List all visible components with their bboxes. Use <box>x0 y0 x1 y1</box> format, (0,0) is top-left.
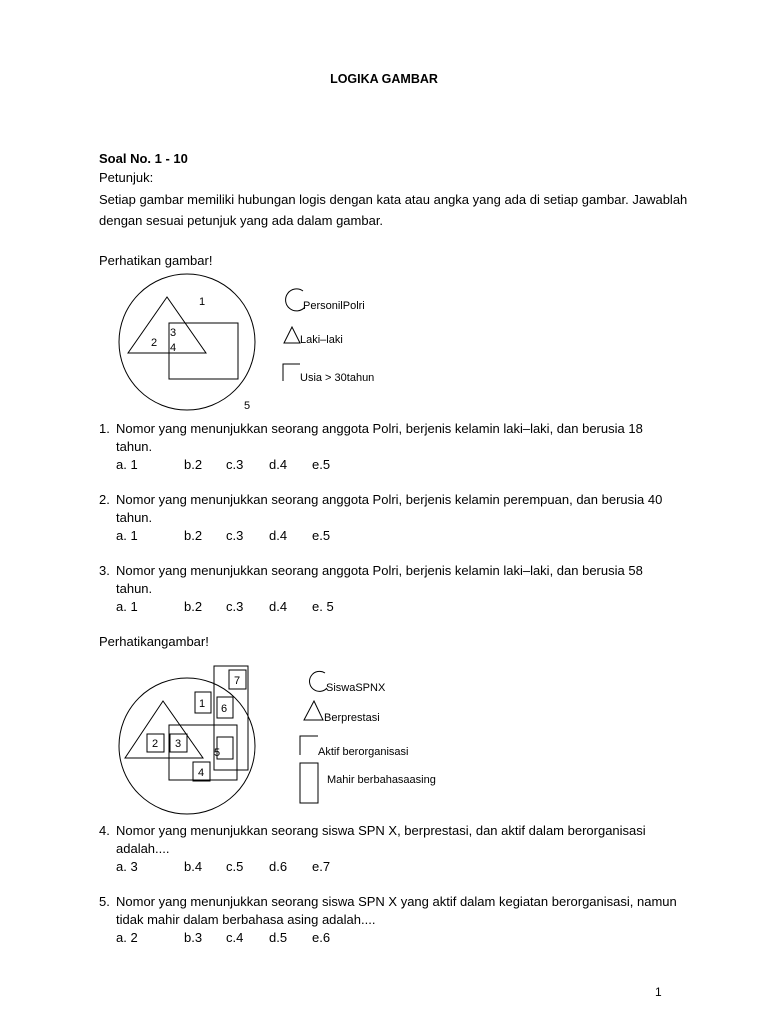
legend2-circle-label: SiswaSPNX <box>326 682 386 694</box>
option-c[interactable]: c.4 <box>226 930 244 945</box>
question-line2: adalah.... <box>116 841 170 856</box>
option-b[interactable]: b.2 <box>184 528 203 543</box>
question-line1: Nomor yang menunjukkan seorang siswa SPN X, berprestasi, dan aktif dalam berorganisasi <box>116 823 646 838</box>
legend1-circle-label: PersonilPolri <box>303 300 365 312</box>
section-heading: Soal No. 1 - 10 <box>99 151 188 166</box>
instruction-line-1: Setiap gambar memiliki hubungan logis dengan kata atau angka yang ada di setiap gambar. Jawablah <box>99 192 688 207</box>
legend2-square-label: Aktif berorganisasi <box>318 746 409 758</box>
option-e[interactable]: e.7 <box>312 859 331 874</box>
instruction-label: Petunjuk: <box>99 170 154 185</box>
legend2-triangle-icon <box>304 701 323 720</box>
fig1-label-4: 4 <box>170 342 177 354</box>
question-number: 1. <box>99 421 110 436</box>
option-a[interactable]: a. 1 <box>116 457 138 472</box>
option-b[interactable]: b.3 <box>184 930 203 945</box>
instruction-line-2: dengan sesuai petunjuk yang ada dalam gambar. <box>99 213 384 228</box>
option-a[interactable]: a. 1 <box>116 599 138 614</box>
legend2-square-icon <box>300 736 318 755</box>
fig2-label-6: 6 <box>221 703 228 715</box>
option-d[interactable]: d.6 <box>269 859 288 874</box>
question-line2: tahun. <box>116 510 153 525</box>
question-line1: Nomor yang menunjukkan seorang siswa SPN X yang aktif dalam kegiatan berorganisasi, namun <box>116 894 677 909</box>
fig2-label-5: 5 <box>214 747 221 759</box>
question-number: 4. <box>99 823 110 838</box>
legend2-rect-label: Mahir berbahasaasing <box>327 774 436 786</box>
question-line1: Nomor yang menunjukkan seorang anggota Polri, berjenis kelamin laki–laki, dan berusia 58 <box>116 563 643 578</box>
question-number: 3. <box>99 563 110 578</box>
question-line1: Nomor yang menunjukkan seorang anggota Polri, berjenis kelamin laki–laki, dan berusia 18 <box>116 421 643 436</box>
option-c[interactable]: c.5 <box>226 859 244 874</box>
option-a[interactable]: a. 2 <box>116 930 138 945</box>
fig2-label-4: 4 <box>198 767 205 779</box>
option-a[interactable]: a. 3 <box>116 859 138 874</box>
page-title: LOGIKA GAMBAR <box>330 72 438 86</box>
fig2-label-2: 2 <box>152 738 159 750</box>
option-b[interactable]: b.2 <box>184 599 203 614</box>
option-c[interactable]: c.3 <box>226 528 244 543</box>
option-d[interactable]: d.4 <box>269 457 288 472</box>
option-c[interactable]: c.3 <box>226 599 244 614</box>
option-a[interactable]: a. 1 <box>116 528 138 543</box>
legend-square-icon <box>283 364 300 381</box>
page-number: 1 <box>655 985 662 999</box>
legend2-triangle-label: Berprestasi <box>324 712 380 724</box>
option-d[interactable]: d.4 <box>269 599 288 614</box>
fig2-label-3: 3 <box>175 738 182 750</box>
legend1-triangle-label: Laki–laki <box>300 334 343 346</box>
question-line2: tahun. <box>116 439 153 454</box>
fig1-label-5: 5 <box>244 400 251 412</box>
venn-square-usia <box>169 323 238 379</box>
option-e[interactable]: e.6 <box>312 930 331 945</box>
option-e[interactable]: e.5 <box>312 457 331 472</box>
venn-triangle-laki <box>128 297 206 353</box>
fig1-label-3: 3 <box>170 327 177 339</box>
fig1-label-1: 1 <box>199 296 206 308</box>
option-e[interactable]: e.5 <box>312 528 331 543</box>
legend1-square-label: Usia > 30tahun <box>300 372 375 384</box>
option-b[interactable]: b.4 <box>184 859 203 874</box>
question-number: 5. <box>99 894 110 909</box>
question-line1: Nomor yang menunjukkan seorang anggota Polri, berjenis kelamin perempuan, dan berusia 40 <box>116 492 663 507</box>
option-c[interactable]: c.3 <box>226 457 244 472</box>
question-line2: tidak mahir dalam berbahasa asing adalah.... <box>116 912 376 927</box>
question-number: 2. <box>99 492 110 507</box>
legend2-rect-icon <box>300 763 318 803</box>
question-line2: tahun. <box>116 581 153 596</box>
fig1-label-2: 2 <box>151 337 158 349</box>
option-e[interactable]: e. 5 <box>312 599 334 614</box>
fig2-label-7: 7 <box>234 675 241 687</box>
legend2-circle-icon <box>310 671 327 691</box>
figure1-prompt: Perhatikan gambar! <box>99 253 213 268</box>
option-d[interactable]: d.5 <box>269 930 288 945</box>
fig2-label-1: 1 <box>199 698 206 710</box>
option-b[interactable]: b.2 <box>184 457 203 472</box>
option-d[interactable]: d.4 <box>269 528 288 543</box>
legend-triangle-icon <box>284 327 300 343</box>
venn-circle-polri <box>119 274 255 410</box>
figure2-prompt: Perhatikangambar! <box>99 634 209 649</box>
